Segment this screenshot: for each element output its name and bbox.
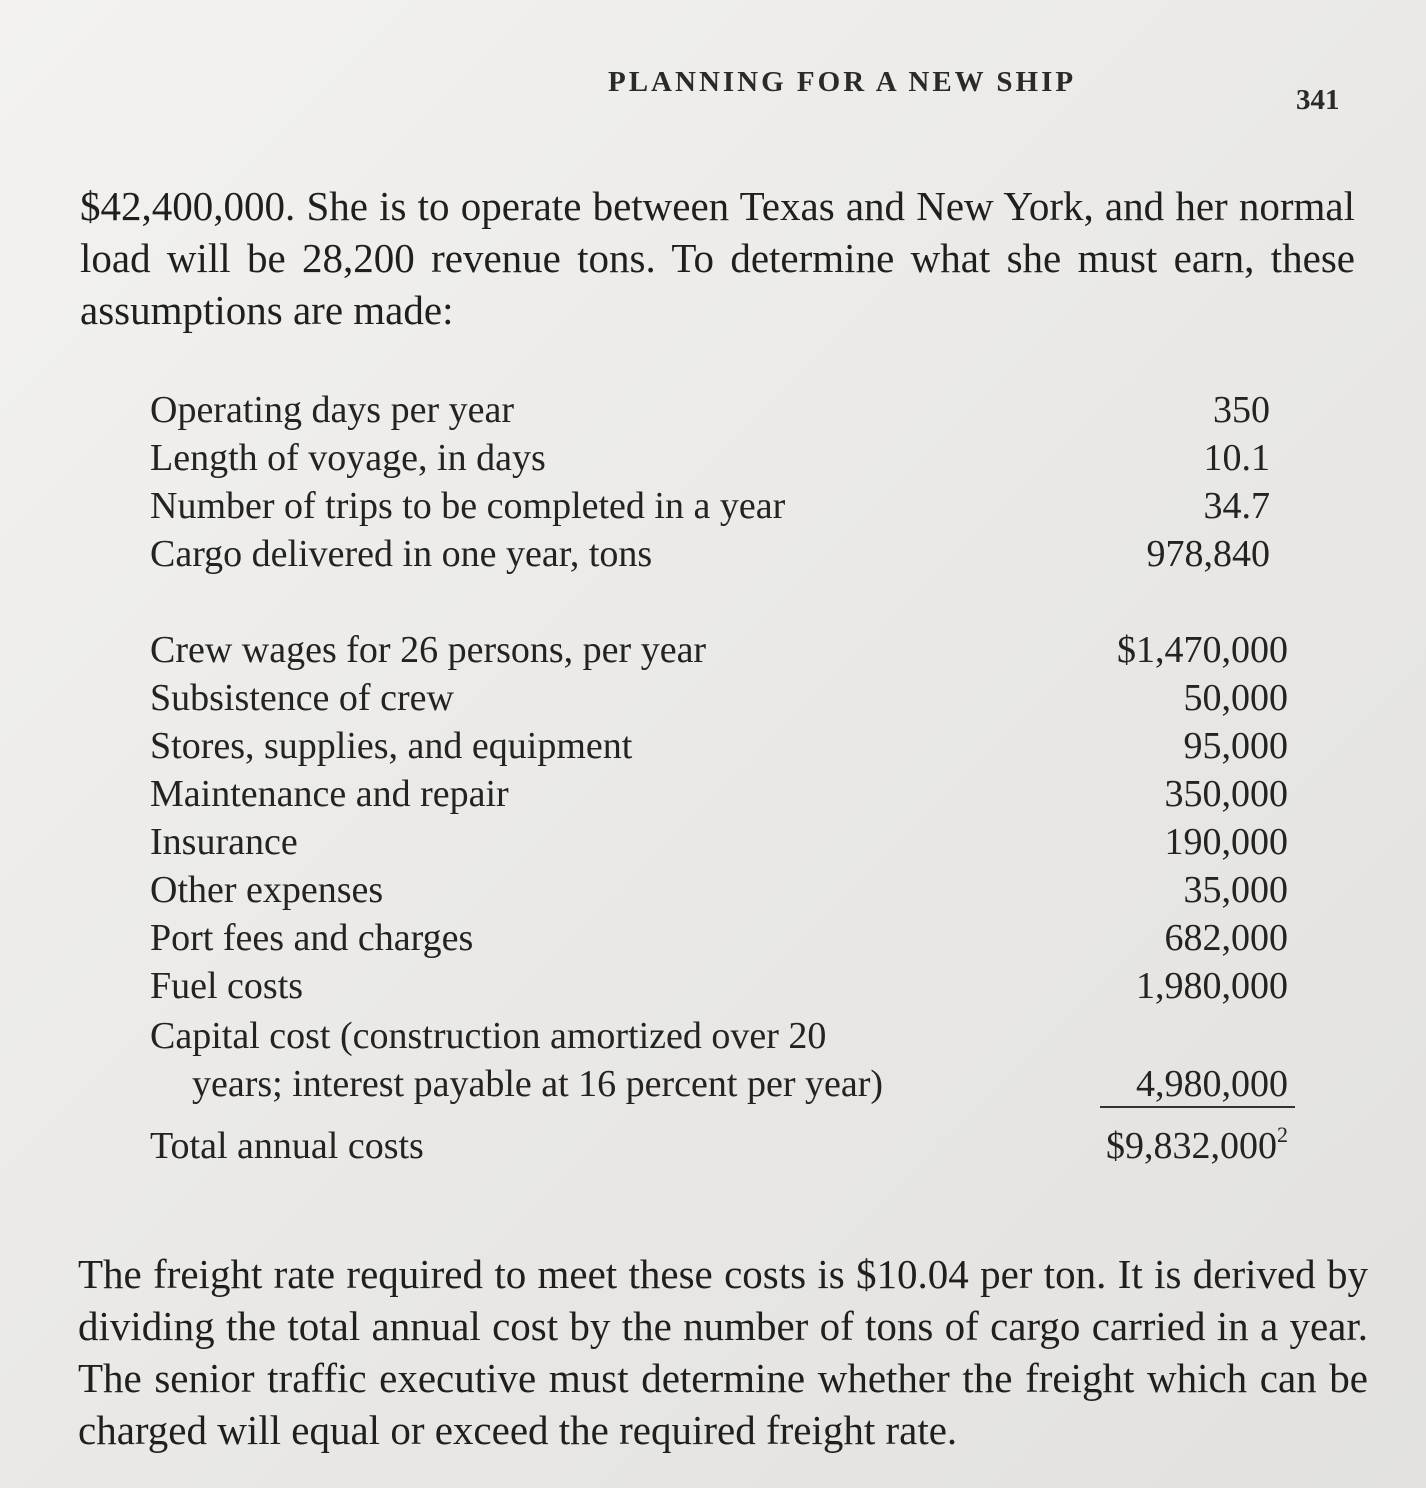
row-value: 50,000 <box>1183 677 1288 719</box>
total-row <box>150 1124 1300 1172</box>
table-row <box>150 532 1300 580</box>
row-label: Capital cost (construction amortized over 20 <box>150 1015 827 1057</box>
row-label: Operating days per year <box>150 389 515 431</box>
table-row <box>150 628 1300 676</box>
total-value-wrap <box>1106 1124 1288 1168</box>
row-label: Crew wages for 26 persons, per year <box>150 629 707 671</box>
row-value: 95,000 <box>1183 725 1288 767</box>
row-label: Insurance <box>150 821 298 863</box>
row-value: 350 <box>1213 389 1270 431</box>
table-row <box>150 676 1300 724</box>
outro-paragraph: The freight rate required to meet these costs is $10.04 per ton. It is derived by dividing the total annual cost by the number of tons of cargo carried in a year. The senior traffic executive must determine whether the freight which can be charged will equal or exceed the required freight rate. <box>78 1251 1368 1453</box>
total-rule <box>1100 1106 1295 1108</box>
table-row <box>150 868 1300 916</box>
footnote-marker: 2 <box>1277 1122 1288 1147</box>
table-row <box>150 916 1300 964</box>
table-row <box>150 388 1300 436</box>
row-label: Cargo delivered in one year, tons <box>150 533 653 575</box>
table-row <box>150 772 1300 820</box>
row-value: 682,000 <box>1164 917 1288 959</box>
row-value: 1,980,000 <box>1136 965 1288 1007</box>
capital-cost-row <box>150 1014 1300 1062</box>
row-label: Length of voyage, in days <box>150 437 546 479</box>
table-row <box>150 436 1300 484</box>
row-value: 190,000 <box>1164 821 1288 863</box>
table-row <box>150 724 1300 772</box>
row-label: Port fees and charges <box>150 917 474 959</box>
row-label: Stores, supplies, and equipment <box>150 725 633 767</box>
row-label: Other expenses <box>150 869 384 911</box>
row-label: Maintenance and repair <box>150 773 509 815</box>
row-label: Number of trips to be completed in a year <box>150 485 786 527</box>
total-label: Total annual costs <box>150 1125 424 1167</box>
running-head: PLANNING FOR A NEW SHIP <box>608 66 1077 98</box>
capital-cost-row-cont <box>150 1062 1300 1110</box>
row-value: 34.7 <box>1203 485 1270 527</box>
intro-paragraph: $42,400,000. She is to operate between Texas and New York, and her normal load will be 28,200 revenue tons. To determine what she must earn, these assumptions are made: <box>80 183 1355 333</box>
table-row <box>150 820 1300 868</box>
row-value: 350,000 <box>1164 773 1288 815</box>
row-value: 10.1 <box>1203 437 1270 479</box>
row-label: Subsistence of crew <box>150 677 454 719</box>
table-row <box>150 484 1300 532</box>
row-value: 978,840 <box>1146 533 1270 575</box>
total-value: $9,832,000 <box>1106 1125 1277 1167</box>
table-row <box>150 964 1300 1012</box>
row-label: years; interest payable at 16 percent per year) <box>192 1063 884 1105</box>
row-value: 4,980,000 <box>1136 1063 1288 1105</box>
row-value: $1,470,000 <box>1117 629 1288 671</box>
row-label: Fuel costs <box>150 965 304 1007</box>
row-value: 35,000 <box>1183 869 1288 911</box>
page-number: 341 <box>1296 84 1340 116</box>
